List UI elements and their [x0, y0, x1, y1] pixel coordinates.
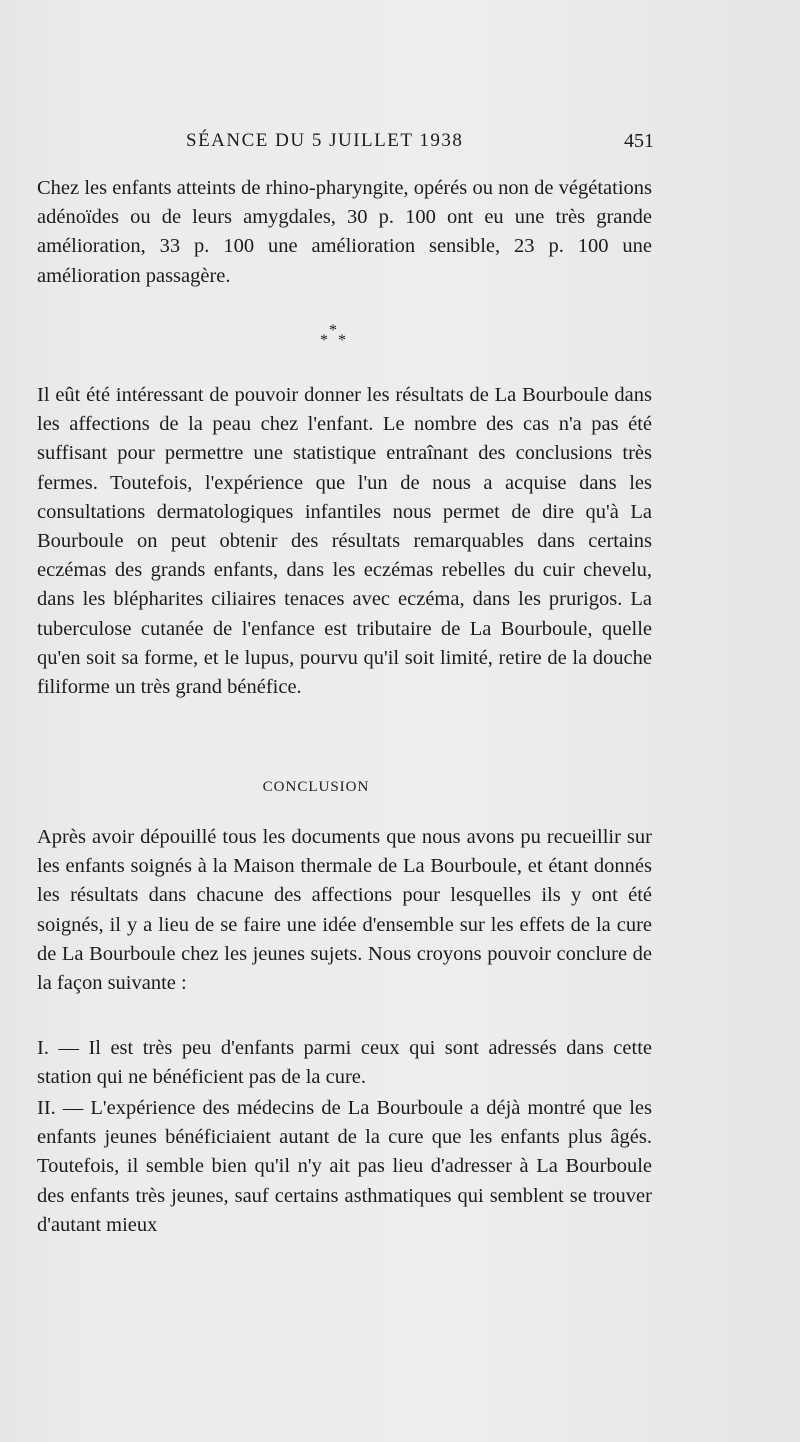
- paragraph-text: II. — L'expérience des médecins de La Bourboule a déjà montré que les enfants jeunes bénéficiaient autant de la cure que les enfants plus âgés. Toutefois, il semble bien qu'il n'y ait pas lieu d'adresser à La Bourboule des enfants très jeunes, sauf certains asthmatiques qui semblent se trouver d'autant mieux: [37, 1097, 652, 1236]
- paragraph-rhino-pharyngite: [37, 174, 652, 291]
- page-number: 451: [624, 130, 654, 152]
- section-heading-conclusion: CONCLUSION: [262, 779, 370, 795]
- running-header: [186, 130, 654, 160]
- paragraph-text: I. — Il est très peu d'enfants parmi ceux qui sont adressés dans cette station qui ne bénéficient pas de la cure.: [37, 1037, 652, 1089]
- paragraph-conclusion-intro: [37, 823, 652, 998]
- paragraph-text: Après avoir dépouillé tous les documents que nous avons pu recueillir sur les enfants soignés à la Maison thermale de La Bourboule, et étant donnés les résultats dans chacune des affections pour lesquelles ils y ont été soignés, il y a lieu de se faire une idée d'ensemble sur les effets de la cure de La Bourboule chez les jeunes sujets. Nous croyons pouvoir conclure de la façon suivante :: [37, 826, 652, 995]
- asterism-separator: [310, 322, 360, 352]
- asterism-star-left: *: [320, 332, 328, 349]
- running-title: SÉANCE DU 5 JUILLET 1938: [186, 130, 464, 151]
- paragraph-text: Il eût été intéressant de pouvoir donner les résultats de La Bourboule dans les affections de la peau chez l'enfant. Le nombre des cas n'a pas été suffisant pour permettre une statistique entraînant des conclusions très fermes. Toutefois, l'expérience que l'un de nous a acquise dans les consultations dermatologiques infantiles nous permet de dire qu'à La Bourboule on peut obtenir des résultats remarquables dans certains eczémas des grands enfants, dans les eczémas rebelles du cuir chevelu, dans les blépharites ciliaires tenaces avec eczéma, dans les prurigos. La tuberculose cutanée de l'enfance est tributaire de La Bourboule, quelle qu'en soit sa forme, et le lupus, pourvu qu'il soit limité, retire de la douche filiforme un très grand bénéfice.: [37, 384, 652, 699]
- paragraph-conclusion-point-2: [37, 1094, 652, 1240]
- paragraph-conclusion-point-1: [37, 1034, 652, 1092]
- asterism-star-right: *: [338, 332, 346, 349]
- paragraph-skin-affections: [37, 381, 652, 702]
- asterism-star-top: *: [329, 322, 337, 339]
- paragraph-text: Chez les enfants atteints de rhino-pharyngite, opérés ou non de végétations adénoïdes ou de leurs amygdales, 30 p. 100 ont eu une très grande amélioration, 33 p. 100 une amélioration sensible, 23 p. 100 une amélioration passagère.: [37, 177, 652, 287]
